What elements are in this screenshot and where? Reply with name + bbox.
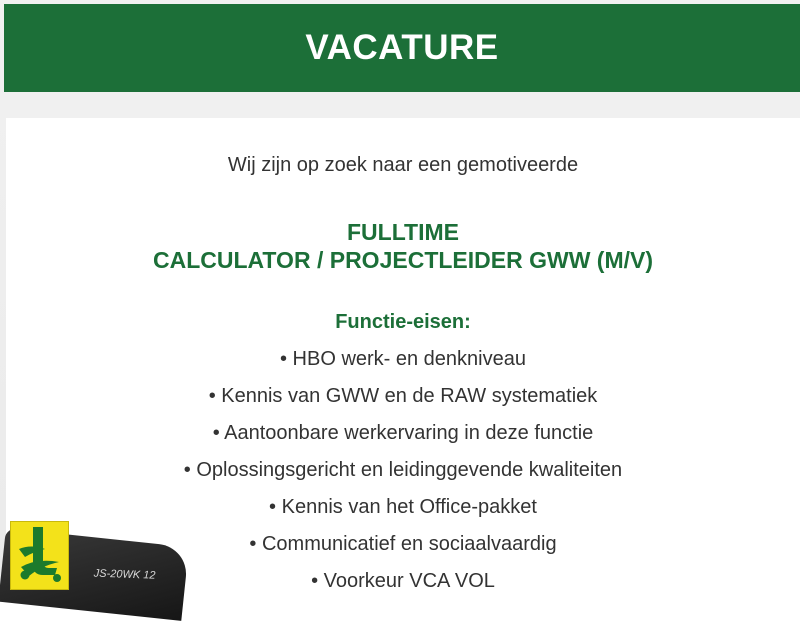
content-card bbox=[6, 118, 800, 602]
header-banner bbox=[4, 4, 800, 92]
requirements-heading: Functie-eisen: bbox=[335, 311, 471, 333]
company-logo-icon bbox=[10, 521, 69, 590]
header-title: VACATURE bbox=[305, 28, 499, 67]
requirement-item: • Kennis van GWW en de RAW systematiek bbox=[208, 385, 598, 407]
intro-text: Wij zijn op zoek naar een gemotiveerde bbox=[227, 154, 579, 176]
requirement-item: • Kennis van het Office-pakket bbox=[269, 496, 537, 518]
logo-mark bbox=[11, 522, 68, 589]
requirement-item: • Communicatief en sociaalvaardig bbox=[249, 533, 557, 555]
requirement-item: • Oplossingsgericht en leidinggevende kwaliteiten bbox=[183, 459, 623, 481]
device-label: JS-20WK 12 bbox=[93, 567, 156, 582]
job-title-line-2: CALCULATOR / PROJECTLEIDER GWW (M/V) bbox=[152, 247, 653, 273]
requirement-item: • Aantoonbare werkervaring in deze functie bbox=[212, 422, 594, 444]
job-title bbox=[6, 218, 800, 274]
job-title-line-1: FULLTIME bbox=[347, 219, 459, 245]
requirement-item: • HBO werk- en denkniveau bbox=[279, 348, 526, 370]
requirement-item: • Voorkeur VCA VOL bbox=[311, 570, 495, 592]
